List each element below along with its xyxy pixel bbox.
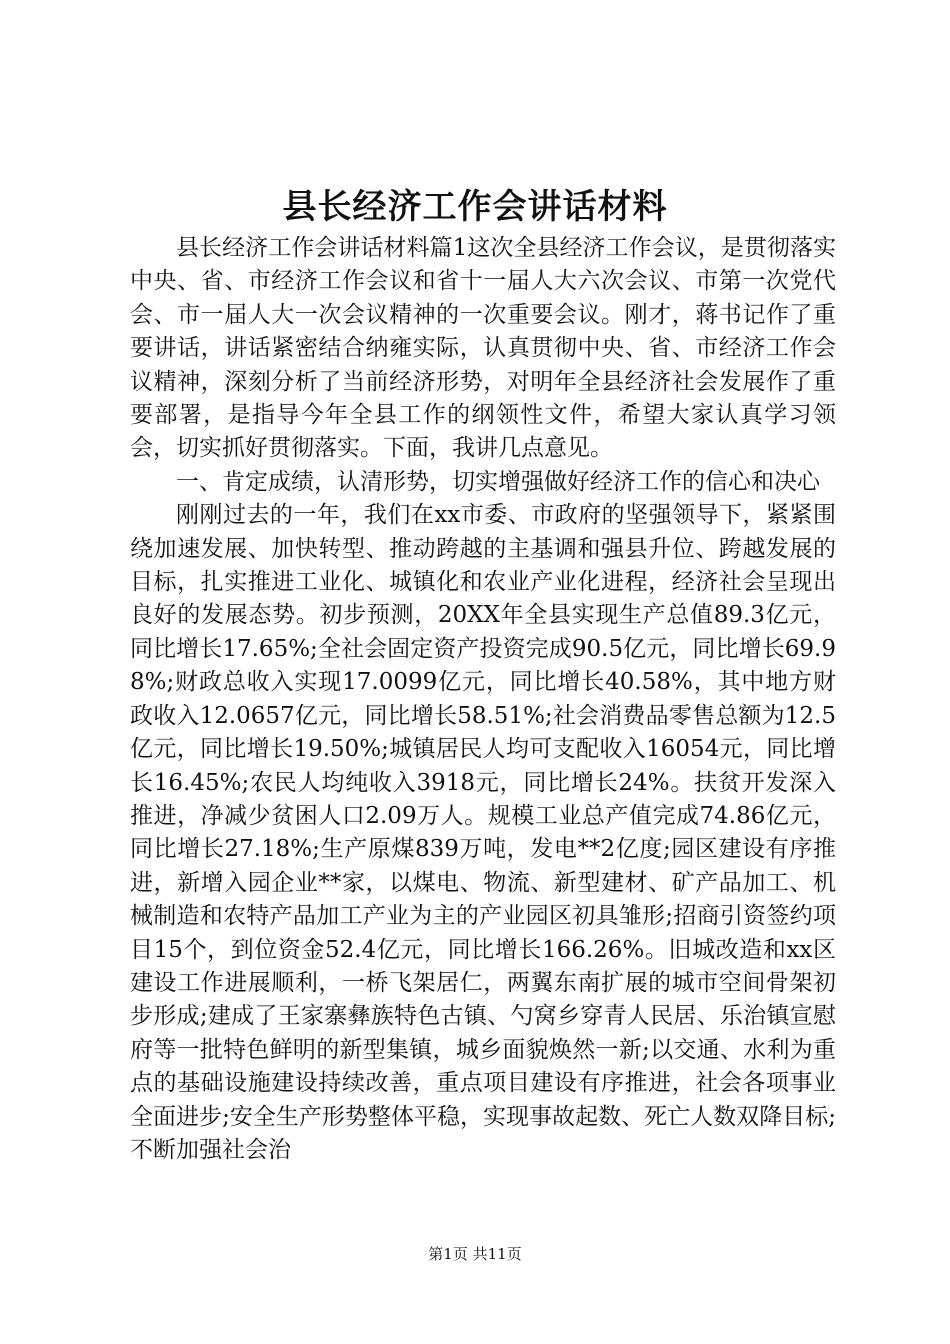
page-footer: 第1页 共11页 [428,1245,522,1263]
paragraph-heading-one: 一、肯定成绩，认清形势，切实增强做好经济工作的信心和决心 [176,468,820,495]
paragraph-achievements: 刚刚过去的一年，我们在xx市委、市政府的坚强领导下，紧紧围绕加速发展、加快转型、推动跨越的主基调和强县升位、跨越发展的目标，扎实推进工业化、城镇化和农业产业化进程，经济社会呈现出良好的发展态势。初步预测，20XX年全县实现生产总值89.3亿元，同比增长17.65%;全社会固定资产投资完成90.5亿元，同比增长69.98%;财政总收入实现17.0099亿元，同比增长40.58%，其中地方财政收入12.0657亿元，同比增长58.51%;社会消费品零售总额为12.5亿元，同比增长19.50%;城镇居民人均可支配收入16054元，同比增长16.45%;农民人均纯收入3918元，同比增长24%。扶贫开发深入推进，净减少贫困人口2.09万人。规模工业总产值完成74.86亿元，同比增长27.18%;生产原煤839万吨，发电**2亿度;园区建设有序推进，新增入园企业**家，以煤电、物流、新型建材、矿产品加工、机械制造和农特产品加工产业为主的产业园区初具雏形;招商引资签约项目15个，到位资金52.4亿元，同比增长166.26%。旧城改造和xx区建设工作进展顺利，一桥飞架居仁，两翼东南扩展的城市空间骨架初步形成;建成了王家寨彝族特色古镇、勺窝乡穿青人民居、乐治镇宣慰府等一批特色鲜明的新型集镇，城乡面貌焕然一新;以交通、水利为重点的基础设施建设持续改善，重点项目建设有序推进，社会各项事业全面进步;安全生产形势整体平稳，实现事故起数、死亡人数双降目标;不断加强社会治 [130,502,836,1163]
document-title: 县长经济工作会讲话材料 [282,187,668,227]
paragraph-intro: 县长经济工作会讲话材料篇1这次全县经济工作会议，是贯彻落实中央、省、市经济工作会议和省十一届人大六次会议、市第一次党代会、市一届人大一次会议精神的一次重要会议。刚才，蒋书记作了重要讲话，讲话紧密结合纳雍实际，认真贯彻中央、省、市经济工作会议精神，深刻分析了当前经济形势，对明年全县经济社会发展作了重要部署，是指导今年全县工作的纲领性文件，希望大家认真学习领会，切实抓好贯彻落实。下面，我讲几点意见。 [130,235,836,462]
document-body [130,232,836,1167]
